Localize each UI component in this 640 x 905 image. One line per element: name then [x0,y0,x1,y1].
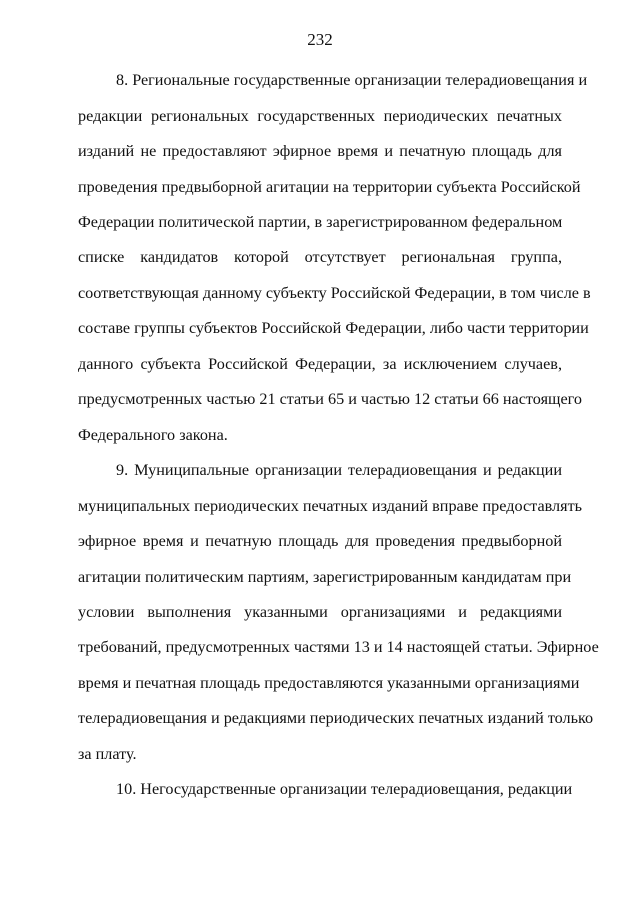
text-line-p9-1: 9. Муниципальные организации телерадиовещания и редакции [116,461,562,479]
text-line-p8-4: проведения предвыборной агитации на территории субъекта Российской [78,178,581,196]
text-line-p8-8: составе группы субъектов Российской Федерации, либо части территории [78,319,589,337]
text-line-p9-7: время и печатная площадь предоставляются указанными организациями [78,674,580,692]
text-line-p9-2: муниципальных периодических печатных изданий вправе предоставлять [78,497,583,515]
text-line-p8-1: 8. Региональные государственные организации телерадиовещания и [116,71,588,89]
text-line-p8-11: Федерального закона. [78,426,228,444]
text-line-p8-5: Федерации политической партии, в зарегистрированном федеральном [78,213,563,231]
page-number: 232 [307,30,333,49]
text-line-p9-4: агитации политическим партиям, зарегистрированным кандидатам при [78,568,572,586]
text-line-p8-3: изданий не предоставляют эфирное время и печатную площадь для [78,142,562,160]
text-line-p8-9: данного субъекта Российской Федерации, за исключением случаев, [78,355,562,373]
text-line-p9-9: за плату. [78,745,137,763]
text-line-p9-5: условии выполнения указанными организациями и редакциями [78,603,562,621]
text-line-p9-3: эфирное время и печатную площадь для проведения предвыборной [78,532,562,550]
text-line-p10-1: 10. Негосударственные организации телерадиовещания, редакции [116,780,573,798]
text-line-p9-8: телерадиовещания и редакциями периодических печатных изданий только [78,709,594,727]
text-line-p8-2: редакции региональных государственных периодических печатных [78,107,562,125]
text-line-p9-6: требований, предусмотренных частями 13 и 14 настоящей статьи. Эфирное [78,638,599,656]
text-line-p8-7: соответствующая данному субъекту Российской Федерации, в том числе в [78,284,591,302]
text-line-p8-6: списке кандидатов которой отсутствует региональная группа, [78,248,562,266]
text-line-p8-10: предусмотренных частью 21 статьи 65 и частью 12 статьи 66 настоящего [78,390,583,408]
